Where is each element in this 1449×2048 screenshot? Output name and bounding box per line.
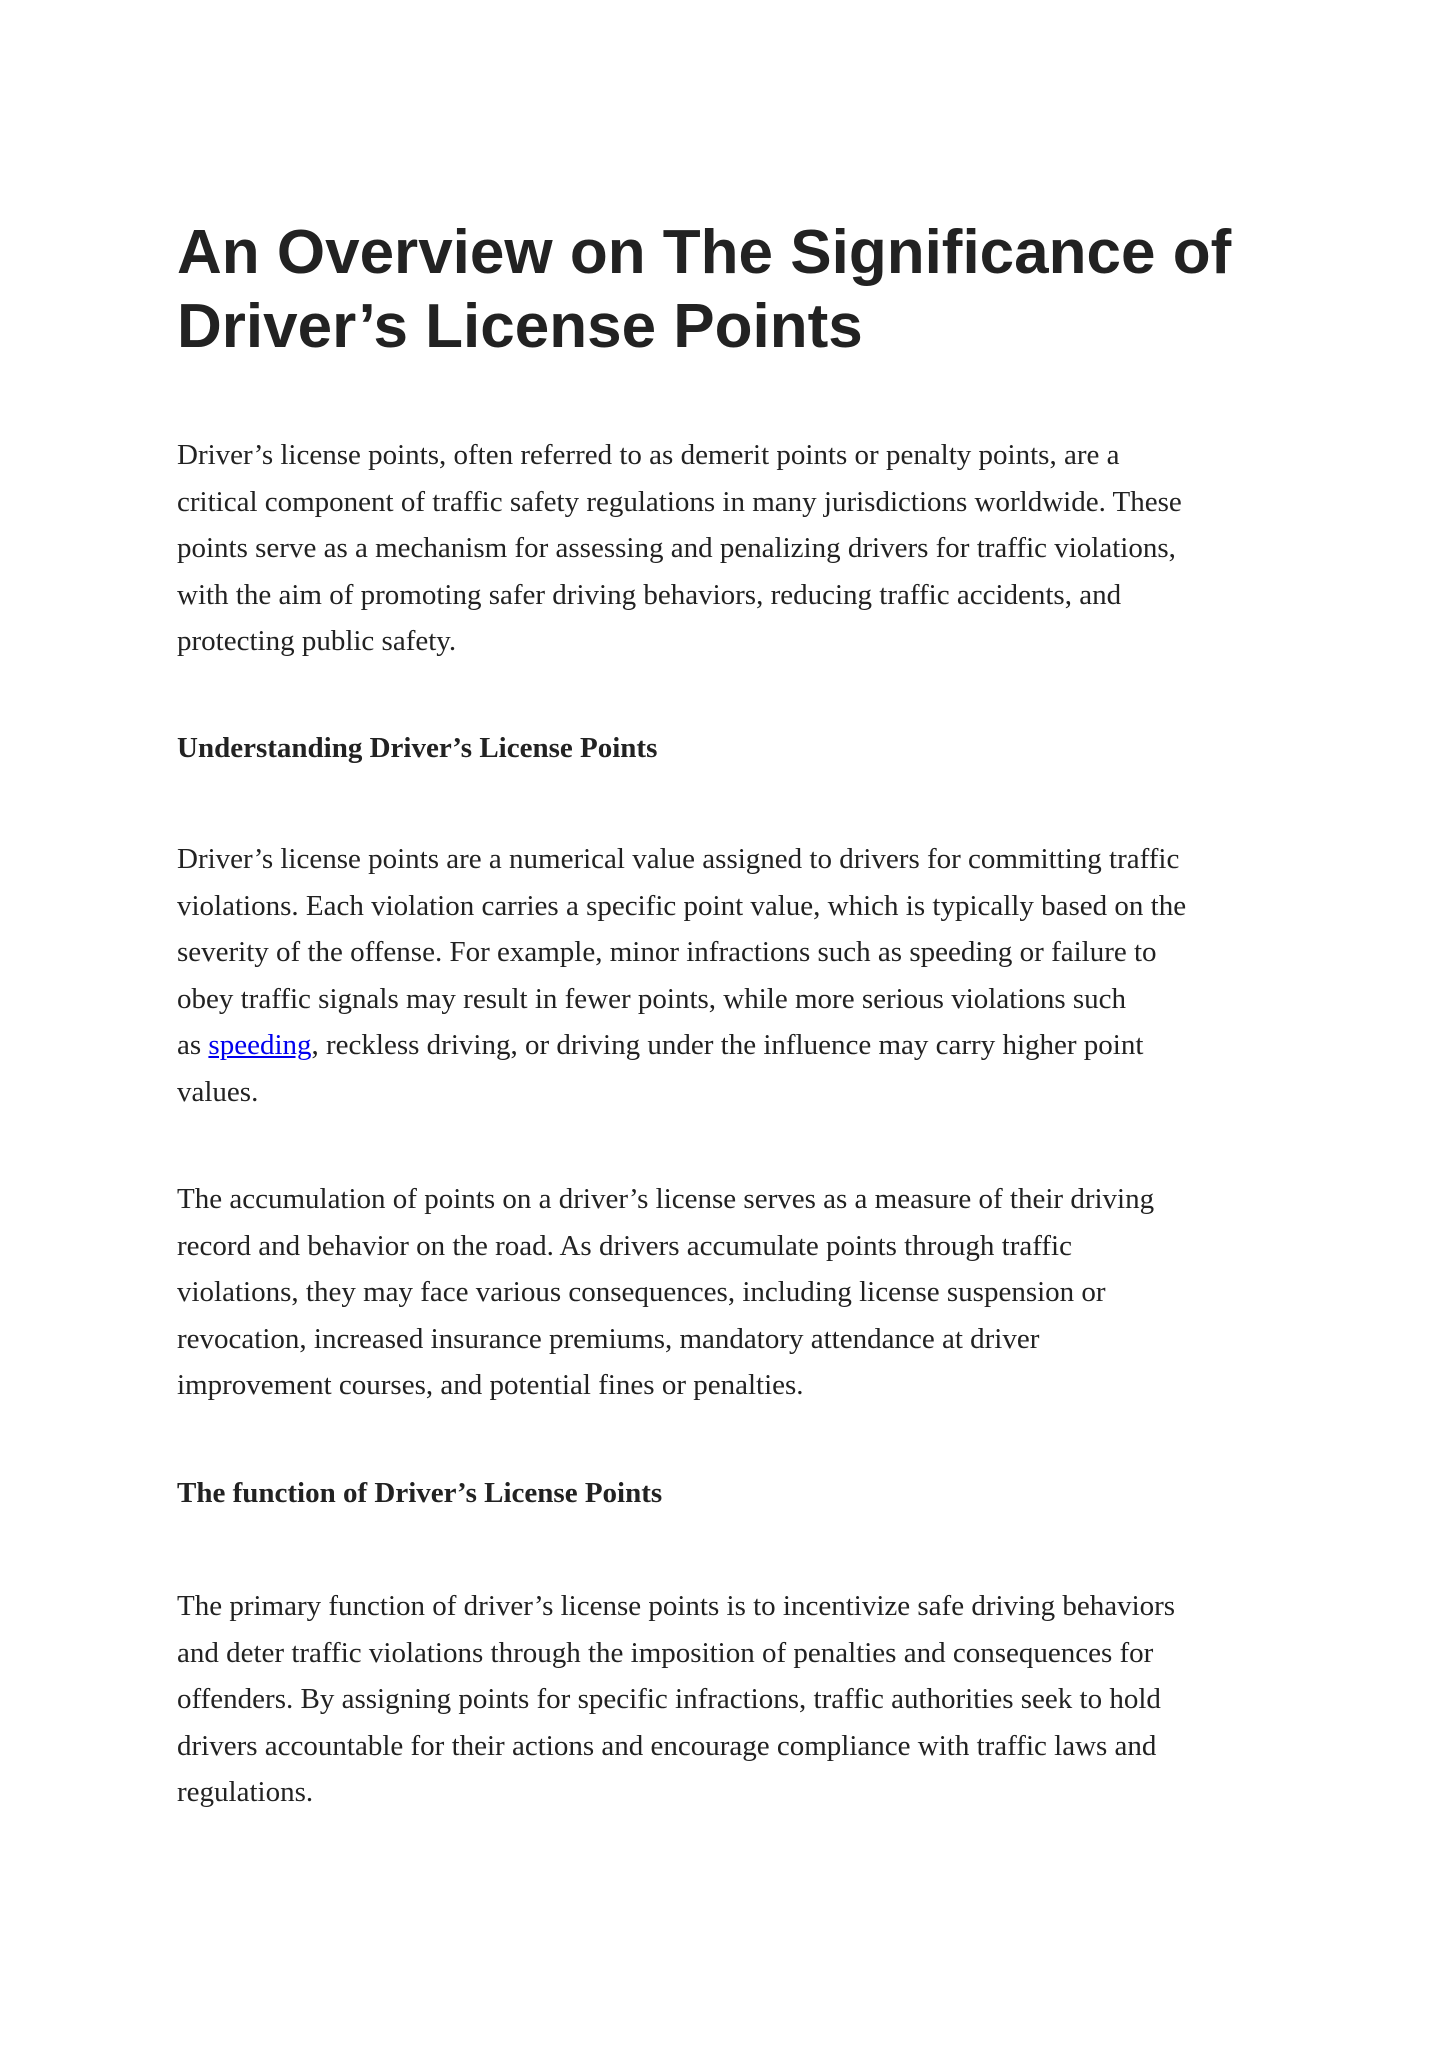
paragraph-line: values.	[177, 1075, 259, 1108]
paragraph-line: severity of the offense. For example, minor infractions such as speeding or failure to	[177, 936, 1157, 968]
section1-paragraph-2	[177, 1176, 1297, 1409]
intro-line: with the aim of promoting safer driving behaviors, reducing traffic accidents, and	[177, 578, 1122, 611]
paragraph-line: violations. Each violation carries a specific point value, which is typically based on the	[177, 889, 1187, 922]
intro-line: critical component of traffic safety regulations in many jurisdictions worldwide. These	[177, 485, 1182, 518]
title-line-1: An Overview on The Significance of	[177, 218, 1232, 287]
paragraph-line: The primary function of driver’s license points is to incentivize safe driving behaviors	[177, 1590, 1176, 1622]
title-line-2: Driver’s License Points	[177, 292, 863, 361]
speeding-link[interactable]: speeding	[208, 1029, 312, 1061]
link-prefix: as	[177, 1029, 209, 1061]
section-heading-function: The function of Driver’s License Points	[177, 1477, 663, 1509]
intro-line: protecting public safety.	[177, 625, 457, 657]
paragraph-line: Driver’s license points are a numerical value assigned to drivers for committing traffic	[177, 843, 1180, 875]
paragraph-line: record and behavior on the road. As drivers accumulate points through traffic	[177, 1229, 1072, 1262]
section1-paragraph-1	[177, 836, 1297, 1115]
paragraph-line: The accumulation of points on a driver’s license serves as a measure of their driving	[177, 1183, 1155, 1215]
link-suffix: , reckless driving, or driving under the influence may carry higher point	[311, 1029, 1144, 1061]
paragraph-line: obey traffic signals may result in fewer points, while more serious violations such	[177, 982, 1127, 1015]
paragraph-line: offenders. By assigning points for specific infractions, traffic authorities seek to hold	[177, 1683, 1161, 1715]
paragraph-line: revocation, increased insurance premiums, mandatory attendance at driver	[177, 1322, 1040, 1355]
paragraph-line: violations, they may face various consequences, including license suspension or	[177, 1276, 1106, 1308]
page-title	[177, 216, 1297, 364]
paragraph-line: drivers accountable for their actions and encourage compliance with traffic laws and	[177, 1729, 1157, 1762]
intro-line: points serve as a mechanism for assessing and penalizing drivers for traffic violations,	[177, 532, 1176, 564]
paragraph-line: and deter traffic violations through the imposition of penalties and consequences for	[177, 1636, 1154, 1669]
section2-paragraph-1	[177, 1583, 1297, 1816]
intro-line: Driver’s license points, often referred to as demerit points or penalty points, are a	[177, 439, 1120, 471]
section-heading-understanding: Understanding Driver’s License Points	[177, 732, 658, 764]
paragraph-line: improvement courses, and potential fines or penalties.	[177, 1369, 804, 1401]
paragraph-line-with-link	[177, 1022, 1297, 1069]
paragraph-line: regulations.	[177, 1776, 314, 1808]
intro-paragraph	[177, 432, 1297, 665]
